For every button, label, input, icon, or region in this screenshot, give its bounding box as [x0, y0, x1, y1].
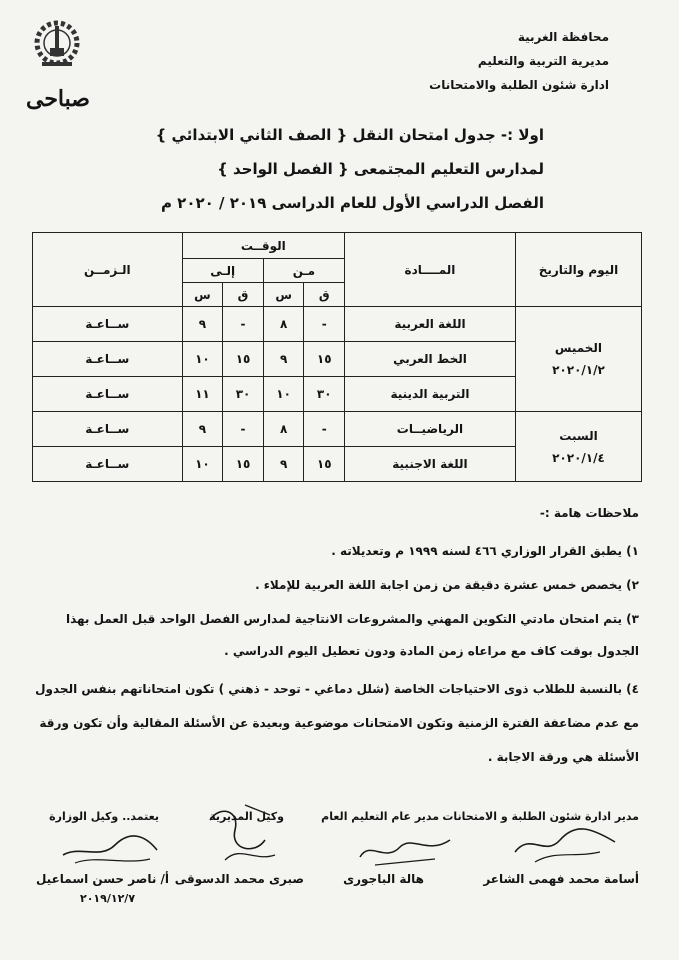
duration-cell: ســاعـة — [33, 307, 183, 342]
to-q-cell: ٣٠ — [223, 377, 264, 412]
header-day-date: اليوم والتاريخ — [515, 233, 641, 307]
day-name: السبت — [559, 428, 598, 443]
duration-cell: ســاعـة — [33, 342, 183, 377]
signature-3-scribble — [195, 800, 285, 870]
subject-cell: الخط العربي — [345, 342, 516, 377]
governorate-name: محافظة الغربية — [517, 30, 609, 44]
signatory-4-title: يعتمد.. وكيل الوزارة — [49, 810, 159, 823]
to-s-cell: ٩ — [182, 412, 223, 447]
from-q-cell: ١٥ — [304, 447, 345, 482]
from-q-cell: - — [304, 412, 345, 447]
title-line-1: اولا :- جدول امتحان النقل { الصف الثاني الابتدائي } — [155, 126, 544, 144]
header-duration: الـزمــن — [33, 233, 183, 307]
signatory-3-title: وكيل المديرية — [209, 810, 284, 823]
signatory-1-title: مدير ادارة شئون الطلبة و الامتحانات — [442, 810, 639, 823]
logo-caption: صباحى — [26, 86, 90, 112]
duration-cell: ســاعـة — [33, 412, 183, 447]
title-line-3: الفصل الدراسي الأول للعام الدراسى ٢٠١٩ / ٢٠٢٠ م — [160, 194, 544, 212]
subject-cell: اللغة العربية — [345, 307, 516, 342]
header-time: الوقــت — [182, 233, 344, 259]
note-2: ٢) يخصص خمس عشرة دقيقة من زمن اجابة اللغة العربية للإملاء . — [255, 578, 639, 592]
day-cell — [515, 412, 641, 482]
signature-1-scribble — [505, 822, 625, 867]
header-from-s: س — [263, 283, 304, 307]
from-s-cell: ٩ — [263, 342, 304, 377]
directorate-name: مديرية التربية والتعليم — [477, 54, 609, 68]
day-date: ٢٠٢٠/١/٢ — [552, 363, 605, 377]
header-to-q: ق — [223, 283, 264, 307]
signatory-3-name: صبرى محمد الدسوقى — [174, 872, 304, 886]
signature-2-scribble — [350, 825, 460, 870]
day-cell — [515, 307, 641, 412]
from-q-cell: ٣٠ — [304, 377, 345, 412]
to-s-cell: ١١ — [182, 377, 223, 412]
header-from: مـن — [263, 259, 344, 283]
note-3-line-1: ٣) يتم امتحان مادتي التكوين المهني والمشروعات الانتاجية لمدارس الفصل الواحد قبل العمل بهذا — [65, 612, 639, 626]
header-to-s: س — [182, 283, 223, 307]
signature-4-scribble — [55, 825, 165, 870]
signatory-1-name: أسامة محمد فهمى الشاعر — [483, 872, 639, 886]
day-date: ٢٠٢٠/١/٤ — [552, 450, 605, 465]
from-q-cell: ١٥ — [304, 342, 345, 377]
duration-cell: ســاعـة — [33, 377, 183, 412]
to-q-cell: ١٥ — [223, 342, 264, 377]
from-q-cell: - — [304, 307, 345, 342]
from-s-cell: ١٠ — [263, 377, 304, 412]
department-name: ادارة شئون الطلبة والامتحانات — [429, 78, 609, 92]
subject-cell: اللغة الاجنبية — [345, 447, 516, 482]
to-s-cell: ١٠ — [182, 447, 223, 482]
header-from-q: ق — [304, 283, 345, 307]
note-4-line-1: ٤) بالنسبة للطلاب ذوى الاحتياجات الخاصة (شلل دماغي - توحد - ذهني ) تكون امتحاناتهم بنفس الجدول — [35, 682, 639, 696]
day-name: الخميس — [554, 341, 603, 355]
notes-title: ملاحظات هامة :- — [539, 506, 639, 520]
directorate-logo-icon — [32, 18, 82, 80]
to-s-cell: ٩ — [182, 307, 223, 342]
signatory-2-name: هالة الباجورى — [343, 872, 424, 886]
to-s-cell: ١٠ — [182, 342, 223, 377]
from-s-cell: ٩ — [263, 447, 304, 482]
table-row — [33, 307, 642, 342]
subject-cell: الرياضيــات — [345, 412, 516, 447]
to-q-cell: - — [223, 307, 264, 342]
from-s-cell: ٨ — [263, 307, 304, 342]
note-3-line-2: الجدول بوقت كاف مع مراعاه زمن المادة ودون تعطيل اليوم الدراسي . — [224, 644, 639, 658]
exam-schedule-table — [32, 232, 642, 482]
header-subject: المــــادة — [345, 233, 516, 307]
note-4-line-2: مع عدم مضاعفة الفترة الزمنية وتكون الامتحانات موضوعية وبعيدة عن الأسئلة المقالية وأن تكون ورقة — [39, 716, 639, 730]
title-line-2: لمدارس التعليم المجتمعى { الفصل الواحد } — [217, 160, 544, 178]
table-row — [33, 412, 642, 447]
signatory-4-date: ٢٠١٩/١٢/٧ — [80, 892, 136, 905]
duration-cell: ســاعـة — [33, 447, 183, 482]
note-1: ١) يطبق القرار الوزاري ٤٦٦ لسنه ١٩٩٩ م وتعديلاته . — [331, 544, 639, 558]
subject-cell: التربية الدينية — [345, 377, 516, 412]
signatory-2-title: مدير عام التعليم العام — [321, 810, 439, 823]
header-to: إلـى — [182, 259, 263, 283]
to-q-cell: - — [223, 412, 264, 447]
signatory-4-name: أ/ ناصر حسن اسماعيل — [35, 872, 169, 886]
to-q-cell: ١٥ — [223, 447, 264, 482]
note-4-line-3: الأسئلة هي ورقة الاجابة . — [487, 750, 639, 764]
from-s-cell: ٨ — [263, 412, 304, 447]
